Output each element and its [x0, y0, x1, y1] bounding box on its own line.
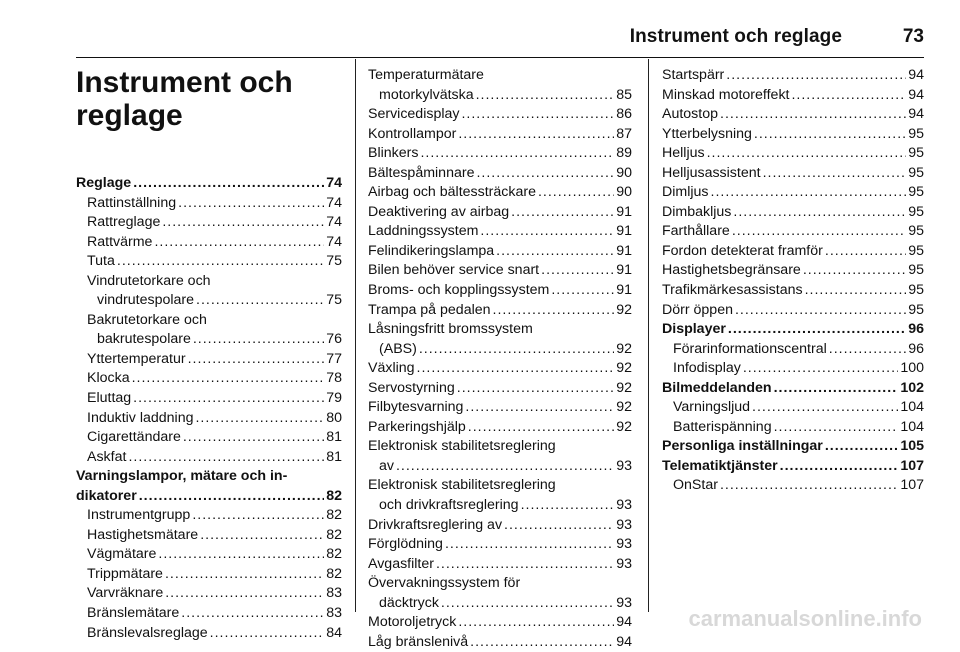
toc-entry[interactable] — [662, 203, 924, 223]
leader-dots — [458, 125, 614, 145]
leader-dots — [470, 633, 614, 652]
leader-dots — [774, 418, 899, 438]
toc-entry[interactable] — [662, 281, 924, 301]
toc-page: 96 — [908, 340, 924, 357]
toc-page: 90 — [616, 164, 632, 181]
leader-dots — [720, 105, 906, 125]
toc-page: 91 — [616, 282, 632, 299]
toc-entry[interactable] — [76, 233, 342, 253]
toc-entry[interactable] — [662, 242, 924, 262]
toc-label: Temperaturmätare — [368, 67, 484, 83]
toc-label: Hastighetsmätare — [87, 526, 199, 543]
leader-dots — [538, 183, 614, 203]
toc-label: Hastighetsbegränsare — [662, 262, 801, 279]
toc-page: 77 — [326, 350, 342, 367]
toc-entry[interactable] — [662, 476, 924, 496]
toc-page: 82 — [326, 487, 342, 504]
toc-entry[interactable] — [368, 613, 632, 633]
toc-label: Elektronisk stabilitetsreglering — [368, 477, 556, 494]
leader-dots — [420, 144, 614, 164]
toc-label: Trafikmärkesassistans — [662, 282, 803, 299]
toc-entry[interactable] — [662, 222, 924, 242]
toc-section[interactable] — [76, 467, 342, 506]
leader-dots — [457, 379, 614, 399]
leader-dots — [441, 594, 614, 614]
toc-page: 90 — [616, 184, 632, 201]
toc-label: av — [379, 457, 394, 474]
toc-label: Rattinställning — [87, 194, 177, 211]
leader-dots — [139, 487, 325, 507]
leader-dots — [763, 164, 907, 184]
toc-page: 74 — [326, 194, 342, 211]
toc-entry[interactable] — [76, 194, 342, 214]
toc-entry[interactable] — [662, 125, 924, 145]
leader-dots — [496, 242, 614, 262]
leader-dots — [419, 340, 614, 360]
toc-entry[interactable] — [368, 633, 632, 652]
toc-page: 100 — [900, 360, 924, 377]
toc-label: Induktiv laddning — [87, 409, 194, 426]
chapter-title: Instrument och reglage — [76, 66, 293, 132]
toc-page: 105 — [900, 438, 924, 455]
leader-dots — [707, 144, 907, 164]
toc-label: Elektronisk stabilitetsreglering — [368, 438, 556, 455]
toc-entry[interactable] — [368, 555, 632, 575]
leader-dots — [200, 526, 324, 546]
leader-dots — [780, 457, 899, 477]
toc-label: Ytterbelysning — [662, 125, 752, 142]
toc-label: Förarinformationscentral — [673, 340, 827, 357]
toc-page: 95 — [908, 184, 924, 201]
toc-page: 95 — [908, 282, 924, 299]
toc-page: 104 — [900, 418, 924, 435]
leader-dots — [468, 418, 614, 438]
toc-entry[interactable] — [368, 125, 632, 145]
toc-entry[interactable] — [368, 242, 632, 262]
header-rule — [76, 57, 924, 58]
toc-page: 91 — [616, 203, 632, 220]
toc-page: 107 — [900, 477, 924, 494]
toc-entry[interactable] — [368, 183, 632, 203]
toc-label: Trippmätare — [87, 565, 163, 582]
toc-page: 92 — [616, 340, 632, 357]
toc-entry[interactable] — [662, 398, 924, 418]
leader-dots — [743, 359, 899, 379]
toc-page: 95 — [908, 164, 924, 181]
toc-entry[interactable] — [76, 252, 342, 272]
toc-page: 95 — [908, 242, 924, 259]
toc-page: 82 — [326, 526, 342, 543]
toc-label: Cigarettändare — [87, 429, 181, 446]
toc-page: 82 — [326, 507, 342, 524]
toc-label: Bältespåminnare — [368, 164, 475, 181]
toc-entry[interactable] — [368, 398, 632, 418]
leader-dots — [196, 291, 324, 311]
toc-page: 93 — [616, 497, 632, 514]
toc-label: vindrutespolare — [97, 292, 195, 309]
toc-label: Rattreglage — [87, 214, 161, 231]
leader-dots — [154, 233, 324, 253]
toc-entry[interactable] — [76, 389, 342, 409]
toc-label: Varningslampor, mätare och in- — [76, 468, 288, 485]
leader-dots — [476, 86, 615, 106]
toc-label: Helljusassistent — [662, 164, 761, 181]
toc-section[interactable] — [662, 320, 924, 340]
leader-dots — [541, 261, 614, 281]
toc-page: 86 — [616, 106, 632, 123]
leader-dots — [774, 379, 899, 399]
leader-dots — [178, 194, 324, 214]
toc-entry[interactable] — [368, 379, 632, 399]
toc-page: 81 — [326, 448, 342, 465]
toc-label: Felindikeringslampa — [368, 242, 495, 259]
toc-label: Helljus — [662, 145, 705, 162]
toc-label: Varvräknare — [87, 585, 164, 602]
toc-entry[interactable] — [76, 272, 342, 311]
toc-label: Parkeringshjälp — [368, 418, 466, 435]
toc-entry[interactable] — [368, 418, 632, 438]
toc-page: 95 — [908, 223, 924, 240]
toc-label: Askfat — [87, 448, 127, 465]
toc-entry[interactable] — [662, 261, 924, 281]
toc-entry[interactable] — [76, 350, 342, 370]
toc-page: 94 — [908, 106, 924, 123]
leader-dots — [158, 545, 324, 565]
toc-page: 94 — [616, 614, 632, 631]
running-header-title: Instrument och reglage — [629, 26, 842, 47]
toc-label: Vägmätare — [87, 546, 157, 563]
toc-column-1 — [76, 174, 342, 643]
toc-page: 87 — [616, 125, 632, 142]
toc-page: 95 — [908, 125, 924, 142]
toc-page: 92 — [616, 301, 632, 318]
column-divider — [648, 59, 649, 612]
toc-label: Infodisplay — [673, 360, 741, 377]
toc-label: Servicedisplay — [368, 106, 460, 123]
toc-label: Kontrollampor — [368, 125, 457, 142]
leader-dots — [133, 389, 324, 409]
leader-dots — [192, 506, 324, 526]
toc-entry[interactable] — [368, 105, 632, 125]
toc-column-3 — [662, 66, 924, 496]
toc-page: 93 — [616, 594, 632, 611]
toc-label: Instrumentgrupp — [87, 507, 191, 524]
toc-page: 102 — [900, 379, 924, 396]
leader-dots — [733, 203, 906, 223]
leader-dots — [117, 252, 324, 272]
toc-page: 94 — [616, 633, 632, 650]
toc-entry[interactable] — [368, 203, 632, 223]
toc-label: Växling — [368, 360, 415, 377]
toc-entry[interactable] — [76, 584, 342, 604]
leader-dots — [480, 222, 614, 242]
toc-label: Deaktivering av airbag — [368, 203, 510, 220]
leader-dots — [210, 624, 325, 644]
toc-label: Telematiktjänster — [662, 457, 778, 474]
toc-label: Varningsljud — [673, 399, 751, 416]
toc-page: 91 — [616, 262, 632, 279]
toc-entry[interactable] — [662, 164, 924, 184]
toc-page: 83 — [326, 585, 342, 602]
toc-label: Servostyrning — [368, 379, 455, 396]
leader-dots — [445, 535, 614, 555]
toc-page: 85 — [616, 86, 632, 103]
toc-entry[interactable] — [368, 164, 632, 184]
toc-label: Klocka — [87, 370, 130, 387]
leader-dots — [551, 281, 614, 301]
toc-page: 92 — [616, 379, 632, 396]
toc-label: Dörr öppen — [662, 301, 733, 318]
toc-page: 93 — [616, 457, 632, 474]
toc-page: 74 — [326, 175, 342, 191]
toc-entry[interactable] — [76, 604, 342, 624]
toc-page: 104 — [900, 399, 924, 416]
toc-page: 94 — [908, 67, 924, 83]
toc-page: 79 — [326, 390, 342, 407]
leader-dots — [436, 555, 614, 575]
leader-dots — [720, 476, 898, 496]
toc-section[interactable] — [662, 457, 924, 477]
toc-entry[interactable] — [662, 66, 924, 86]
toc-label: Fordon detekterat framför — [662, 242, 823, 259]
toc-page: 95 — [908, 203, 924, 220]
toc-page: 76 — [326, 331, 342, 348]
leader-dots — [805, 281, 907, 301]
leader-dots — [193, 330, 324, 350]
toc-label: OnStar — [673, 477, 718, 494]
toc-entry[interactable] — [368, 281, 632, 301]
leader-dots — [181, 604, 324, 624]
toc-section[interactable] — [662, 379, 924, 399]
toc-label: Trampa på pedalen — [368, 301, 491, 318]
toc-page: 96 — [908, 321, 924, 338]
toc-page: 80 — [326, 409, 342, 426]
leader-dots — [728, 320, 906, 340]
toc-entry[interactable] — [368, 359, 632, 379]
toc-entry[interactable] — [368, 476, 632, 515]
toc-page: 82 — [326, 546, 342, 563]
toc-page: 94 — [908, 86, 924, 103]
toc-label: Övervakningssystem för — [368, 575, 521, 592]
toc-label: Drivkraftsreglering av — [368, 516, 503, 533]
toc-page: 75 — [326, 292, 342, 309]
toc-entry[interactable] — [368, 535, 632, 555]
toc-entry[interactable] — [368, 66, 632, 105]
toc-label: Vindrutetorkare och — [87, 272, 211, 289]
toc-page: 92 — [616, 360, 632, 377]
leader-dots — [417, 359, 615, 379]
leader-dots — [458, 613, 614, 633]
toc-label: bakrutespolare — [97, 331, 191, 348]
toc-label: Reglage — [76, 175, 132, 191]
toc-label: och drivkraftsreglering — [379, 497, 519, 514]
toc-label: däcktryck — [379, 594, 439, 611]
leader-dots — [504, 516, 614, 536]
toc-entry[interactable] — [76, 409, 342, 429]
toc-label: Yttertemperatur — [87, 350, 186, 367]
toc-label: Autostop — [662, 106, 719, 123]
toc-entry[interactable] — [76, 428, 342, 448]
leader-dots — [825, 242, 906, 262]
toc-entry[interactable] — [662, 86, 924, 106]
leader-dots — [511, 203, 614, 223]
toc-entry[interactable] — [368, 320, 632, 359]
toc-entry[interactable] — [76, 624, 342, 644]
leader-dots — [803, 261, 906, 281]
toc-page: 95 — [908, 145, 924, 162]
leader-dots — [829, 340, 906, 360]
toc-label: Airbag och bältessträckare — [368, 184, 536, 201]
toc-label: dikatorer — [76, 487, 137, 504]
column-divider — [355, 59, 356, 612]
leader-dots — [476, 164, 614, 184]
toc-page: 74 — [326, 233, 342, 250]
toc-page: 82 — [326, 565, 342, 582]
leader-dots — [711, 183, 907, 203]
toc-page: 92 — [616, 399, 632, 416]
toc-entry[interactable] — [368, 437, 632, 476]
toc-label: Rattvärme — [87, 233, 153, 250]
toc-entry[interactable] — [662, 359, 924, 379]
toc-entry[interactable] — [662, 340, 924, 360]
toc-page: 95 — [908, 301, 924, 318]
toc-label: Bränslevalsreglage — [87, 624, 208, 641]
toc-section[interactable] — [662, 437, 924, 457]
toc-label: Låg bränslenivå — [368, 633, 469, 650]
toc-page: 81 — [326, 429, 342, 446]
toc-page: 107 — [900, 457, 924, 474]
leader-dots — [726, 66, 906, 86]
leader-dots — [162, 213, 324, 233]
toc-entry[interactable] — [368, 574, 632, 613]
toc-page: 75 — [326, 253, 342, 270]
page-number: 73 — [902, 26, 924, 47]
leader-dots — [732, 222, 906, 242]
toc-column-2 — [368, 66, 632, 652]
toc-entry[interactable] — [76, 565, 342, 585]
leader-dots — [735, 301, 906, 321]
toc-entry[interactable] — [76, 369, 342, 389]
toc-entry[interactable] — [368, 301, 632, 321]
toc-label: Motoroljetryck — [368, 614, 457, 631]
leader-dots — [195, 409, 324, 429]
toc-entry[interactable] — [76, 506, 342, 526]
leader-dots — [754, 125, 906, 145]
toc-page: 84 — [326, 624, 342, 641]
leader-dots — [183, 428, 324, 448]
toc-entry[interactable] — [76, 213, 342, 233]
toc-page: 89 — [616, 145, 632, 162]
toc-entry[interactable] — [76, 526, 342, 546]
toc-page: 91 — [616, 242, 632, 259]
leader-dots — [493, 301, 615, 321]
toc-entry[interactable] — [368, 144, 632, 164]
toc-entry[interactable] — [368, 516, 632, 536]
toc-label: Förglödning — [368, 536, 443, 553]
leader-dots — [465, 398, 614, 418]
leader-dots — [132, 369, 325, 389]
leader-dots — [752, 398, 898, 418]
leader-dots — [521, 496, 615, 516]
leader-dots — [791, 86, 906, 106]
toc-label: Filbytesvarning — [368, 399, 464, 416]
toc-page: 91 — [616, 223, 632, 240]
toc-label: Personliga inställningar — [662, 438, 823, 455]
toc-label: Låsningsfritt bromssystem — [368, 321, 533, 338]
toc-label: Bilmeddelanden — [662, 379, 772, 396]
toc-label: Displayer — [662, 321, 726, 338]
toc-page: 78 — [326, 370, 342, 387]
watermark: carmanualsonline.info — [688, 606, 922, 631]
toc-entry[interactable] — [662, 144, 924, 164]
toc-label: Blinkers — [368, 145, 419, 162]
toc-label: Bakrutetorkare och — [87, 311, 207, 328]
toc-label: Broms- och kopplingssystem — [368, 282, 550, 299]
toc-entry[interactable] — [662, 105, 924, 125]
leader-dots — [396, 457, 614, 477]
leader-dots — [133, 174, 324, 194]
toc-page: 74 — [326, 214, 342, 231]
leader-dots — [461, 105, 614, 125]
toc-label: Batterispänning — [673, 418, 772, 435]
toc-page: 93 — [616, 536, 632, 553]
leader-dots — [188, 350, 325, 370]
leader-dots — [825, 437, 898, 457]
toc-label: Avgasfilter — [368, 555, 434, 572]
toc-entry[interactable] — [76, 448, 342, 468]
toc-label: Bränslemätare — [87, 605, 180, 622]
toc-page: 83 — [326, 605, 342, 622]
toc-label: Tuta — [87, 253, 115, 270]
toc-entry[interactable] — [662, 418, 924, 438]
toc-entry[interactable] — [662, 183, 924, 203]
toc-page: 92 — [616, 418, 632, 435]
toc-page: 95 — [908, 262, 924, 279]
toc-label: Minskad motoreffekt — [662, 86, 790, 103]
toc-label: Startspärr — [662, 67, 725, 83]
toc-entry[interactable] — [662, 301, 924, 321]
toc-label: Bilen behöver service snart — [368, 262, 540, 279]
leader-dots — [165, 565, 324, 585]
toc-page: 93 — [616, 516, 632, 533]
toc-entry[interactable] — [76, 545, 342, 565]
toc-entry[interactable] — [368, 222, 632, 242]
leader-dots — [128, 448, 324, 468]
toc-label: Dimljus — [662, 184, 709, 201]
toc-page: 93 — [616, 555, 632, 572]
toc-label: Farthållare — [662, 223, 730, 240]
toc-label: Dimbakljus — [662, 203, 732, 220]
toc-entry[interactable] — [76, 311, 342, 350]
toc-entry[interactable] — [368, 261, 632, 281]
toc-label: Eluttag — [87, 390, 132, 407]
toc-label: (ABS) — [379, 340, 417, 357]
toc-section[interactable] — [76, 174, 342, 194]
toc-label: Laddningssystem — [368, 223, 479, 240]
leader-dots — [165, 584, 324, 604]
toc-label: motorkylvätska — [379, 86, 474, 103]
